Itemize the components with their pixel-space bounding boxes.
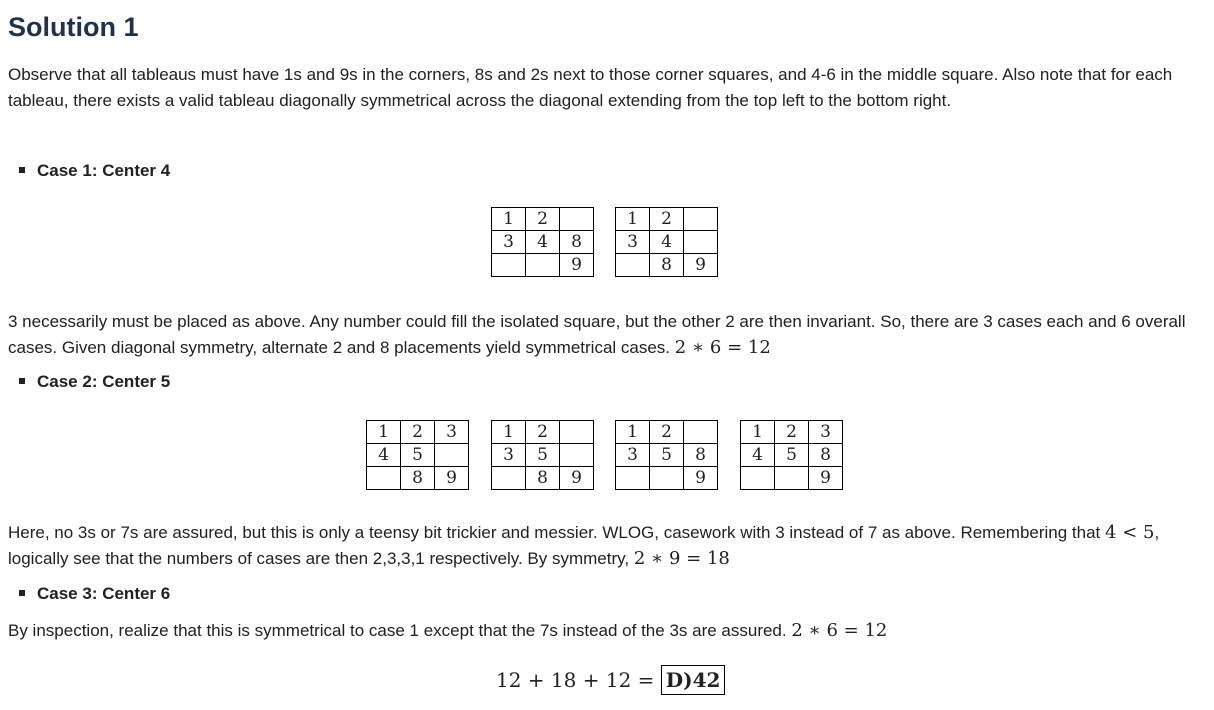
bullet-icon	[19, 590, 25, 596]
case3-heading: Case 3: Center 6	[19, 583, 170, 605]
page-title: Solution 1	[8, 12, 139, 42]
case2-tableau-3: 1 2 3 5 8 9	[615, 420, 718, 490]
final-expression: 12 + 18 + 12 =	[496, 668, 655, 692]
case2-tableau-1: 1 2 3 4 5 8 9	[366, 420, 469, 490]
case1-tableau-1: 1 2 3 4 8 9	[491, 207, 594, 277]
final-equation	[496, 668, 725, 692]
case1-tableau-2: 1 2 3 4 8 9	[615, 207, 718, 277]
case2-math: 2 ∗ 9 = 18	[633, 548, 730, 569]
case1-paragraph: 3 necessarily must be placed as above. Any number could fill the isolated square, but the other 2 are then invariant. So, there are 3 cases each and 6 overall cases. Given diagonal symmetry, alternate 2 and 8 placements yield symmetrical cases. 2 ∗ 6 = 12	[8, 312, 1186, 358]
bullet-icon	[19, 167, 25, 173]
case2-heading: Case 2: Center 5	[19, 371, 170, 393]
case3-math: 2 ∗ 6 = 12	[791, 620, 888, 641]
case3-paragraph: By inspection, realize that this is symmetrical to case 1 except that the 7s instead of the 3s are assured. 2 ∗ 6 = 12	[8, 620, 888, 641]
final-answer-box: D)42	[661, 665, 726, 695]
case2-inequality: 4 < 5	[1105, 522, 1155, 543]
case2-paragraph: Here, no 3s or 7s are assured, but this is only a teensy bit trickier and messier. WLOG, casework with 3 instead of 7 as above. Remembering that 4 < 5, logically see that the numbers of cases are then 2,3,3,1 respectively. By symmetry, 2 ∗ 9 = 18	[8, 522, 1160, 569]
bullet-icon	[19, 378, 25, 384]
intro-paragraph: Observe that all tableaus must have 1s and 9s in the corners, 8s and 2s next to those corner squares, and 4-6 in the middle square. Also note that for each tableau, there exists a valid tableau diagonally symmetrical across the diagonal extending from the top left to the bottom right.	[8, 65, 1173, 110]
case2-tableau-4: 1 2 3 4 5 8 9	[740, 420, 843, 490]
case1-math: 2 ∗ 6 = 12	[674, 337, 771, 358]
case2-tableau-2: 1 2 3 5 8 9	[491, 420, 594, 490]
case1-heading: Case 1: Center 4	[19, 160, 170, 182]
